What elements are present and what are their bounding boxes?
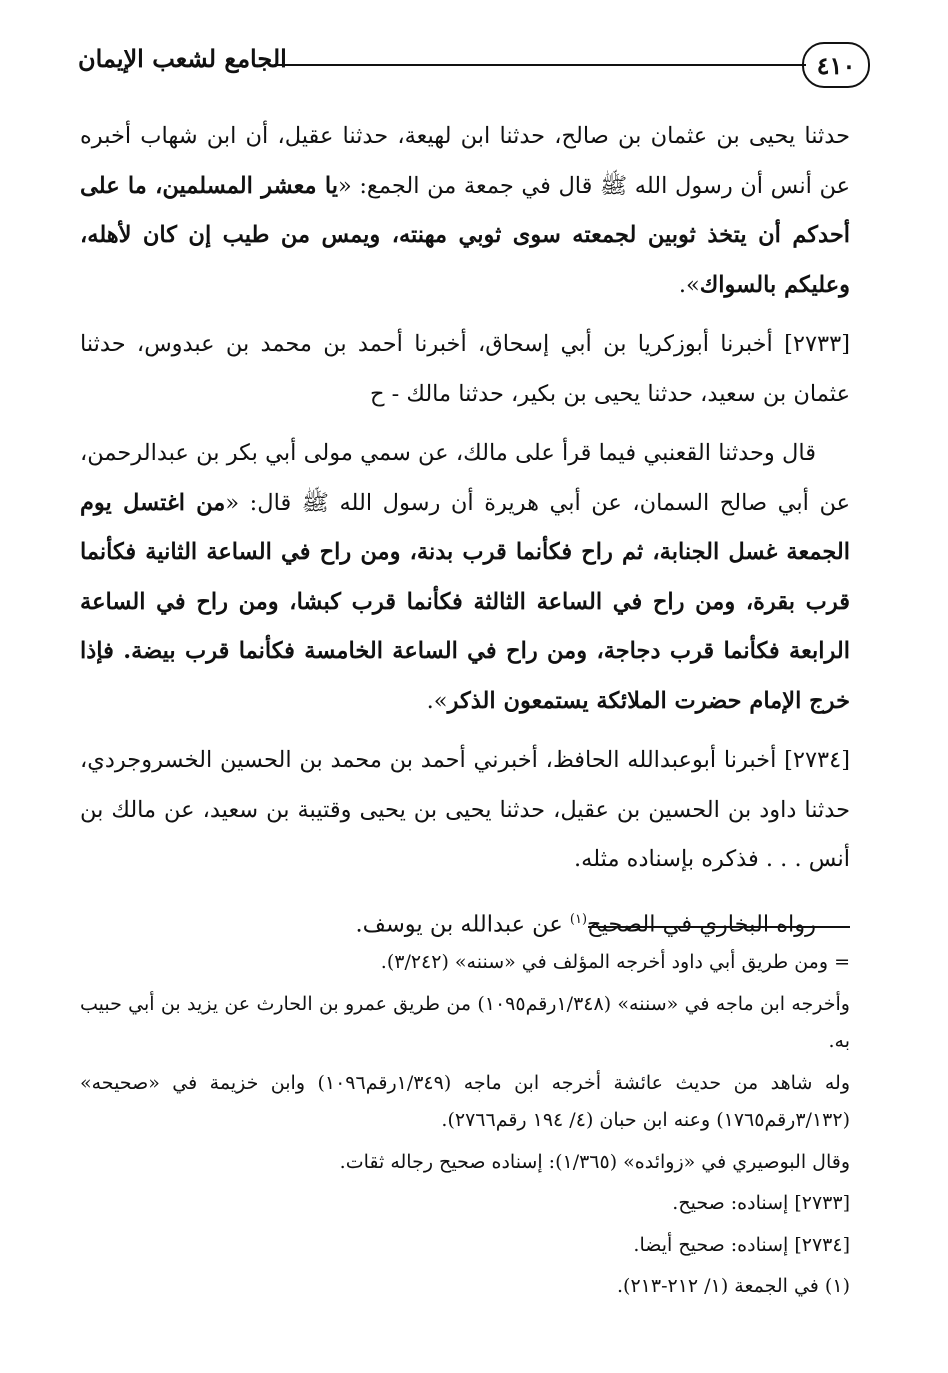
paragraph-2734: [٢٧٣٤] أخبرنا أبوعبدالله الحافظ، أخبرني أحمد بن محمد بن الحسين الخسروجردي، حدثنا داود بن الحسين بن عقيل، حدثنا يحيى بن يحيى وقتيبة بن سعيد، عن مالك بن أنس . . . فذكره بإسناده مثله. <box>80 747 850 872</box>
quote-close: ». <box>678 271 700 298</box>
hadith-text: من اغتسل يوم الجمعة غسل الجنابة، ثم راح فكأنما قرب بدنة، ومن راح في الساعة الثانية فكأنما قرب بقرة، ومن راح في الساعة الثالثة فكأنما قرب كبشا، ومن راح في الساعة الرابعة فكأنما قرب دجاجة، ومن راح في الساعة الخامسة فكأنما قرب بيضة. فإذا خرج الإمام حضرت الملائكة يستمعون الذكر <box>80 489 850 714</box>
footnote-ref: (١) <box>569 911 588 927</box>
footnote-line: [٢٧٣٤] إسناده: صحيح أيضا. <box>633 1233 850 1256</box>
footnote-line: (١) في الجمعة (١/ ٢١٢-٢١٣). <box>617 1275 850 1297</box>
bukhari-text: رواه البخاري في الصحيح <box>587 911 816 937</box>
book-title: الجامع لشعب الإيمان <box>78 44 287 73</box>
quote-close: ». <box>426 687 448 714</box>
paragraph-1 <box>80 112 850 310</box>
bukhari-text-end: عن عبدالله بن يوسف. <box>355 911 570 937</box>
footnote-line: وله شاهد من حديث عائشة أخرجه ابن ماجه (١/٣٤٩رقم١٠٩٦) وابن خزيمة في «صحيحه» (٣/١٣٢رقم١٧٦٥) وعنه ابن حبان (٤/ ١٩٤ رقم٢٧٦٦). <box>80 1071 850 1131</box>
page-header <box>78 40 870 100</box>
footnote-line: وأخرجه ابن ماجه في «سننه» (١/٣٤٨رقم١٠٩٥) من طريق عمرو بن الحارث عن يزيد بن أبي حبيب به. <box>80 992 850 1052</box>
page-number: ٤١٠ <box>802 42 870 88</box>
paragraph-3 <box>80 429 850 726</box>
footnotes <box>80 944 850 1310</box>
header-rule <box>274 64 806 66</box>
paragraph-2733: [٢٧٣٣] أخبرنا أبوزكريا بن أبي إسحاق، أخبرنا أحمد بن محمد بن عبدوس، حدثنا عثمان بن سعيد، حدثنا يحيى بن بكير، حدثنا مالك - ح <box>80 331 850 407</box>
main-text <box>80 112 850 960</box>
footnote-separator <box>588 926 850 928</box>
paragraph-bukhari <box>80 895 850 950</box>
footnote-line: [٢٧٣٣] إسناده: صحيح. <box>672 1192 850 1214</box>
narration-chain: حدثنا يحيى بن عثمان بن صالح، حدثنا ابن لهيعة، حدثنا عقيل، أن ابن شهاب أخبره عن أنس أن رسول الله ﷺ قال في جمعة من الجمع: « <box>80 123 850 199</box>
footnote-line: وقال البوصيري في «زوائده» (١/٣٦٥): إسناده صحيح رجاله ثقات. <box>339 1150 850 1173</box>
hadith-text: يا معشر المسلمين، ما على أحدكم أن يتخذ ثوبين لجمعته سوى ثوبي مهنته، ويمس من طيب إن كان لأهله، وعليكم بالسواك <box>80 172 850 298</box>
narration-chain: قال وحدثنا القعنبي فيما قرأ على مالك، عن سمي مولى أبي بكر بن عبدالرحمن، عن أبي صالح السمان، عن أبي هريرة أن رسول الله ﷺ قال: « <box>80 440 850 516</box>
footnote-line: = ومن طريق أبي داود أخرجه المؤلف في «سننه» (٣/٢٤٢). <box>380 951 850 973</box>
